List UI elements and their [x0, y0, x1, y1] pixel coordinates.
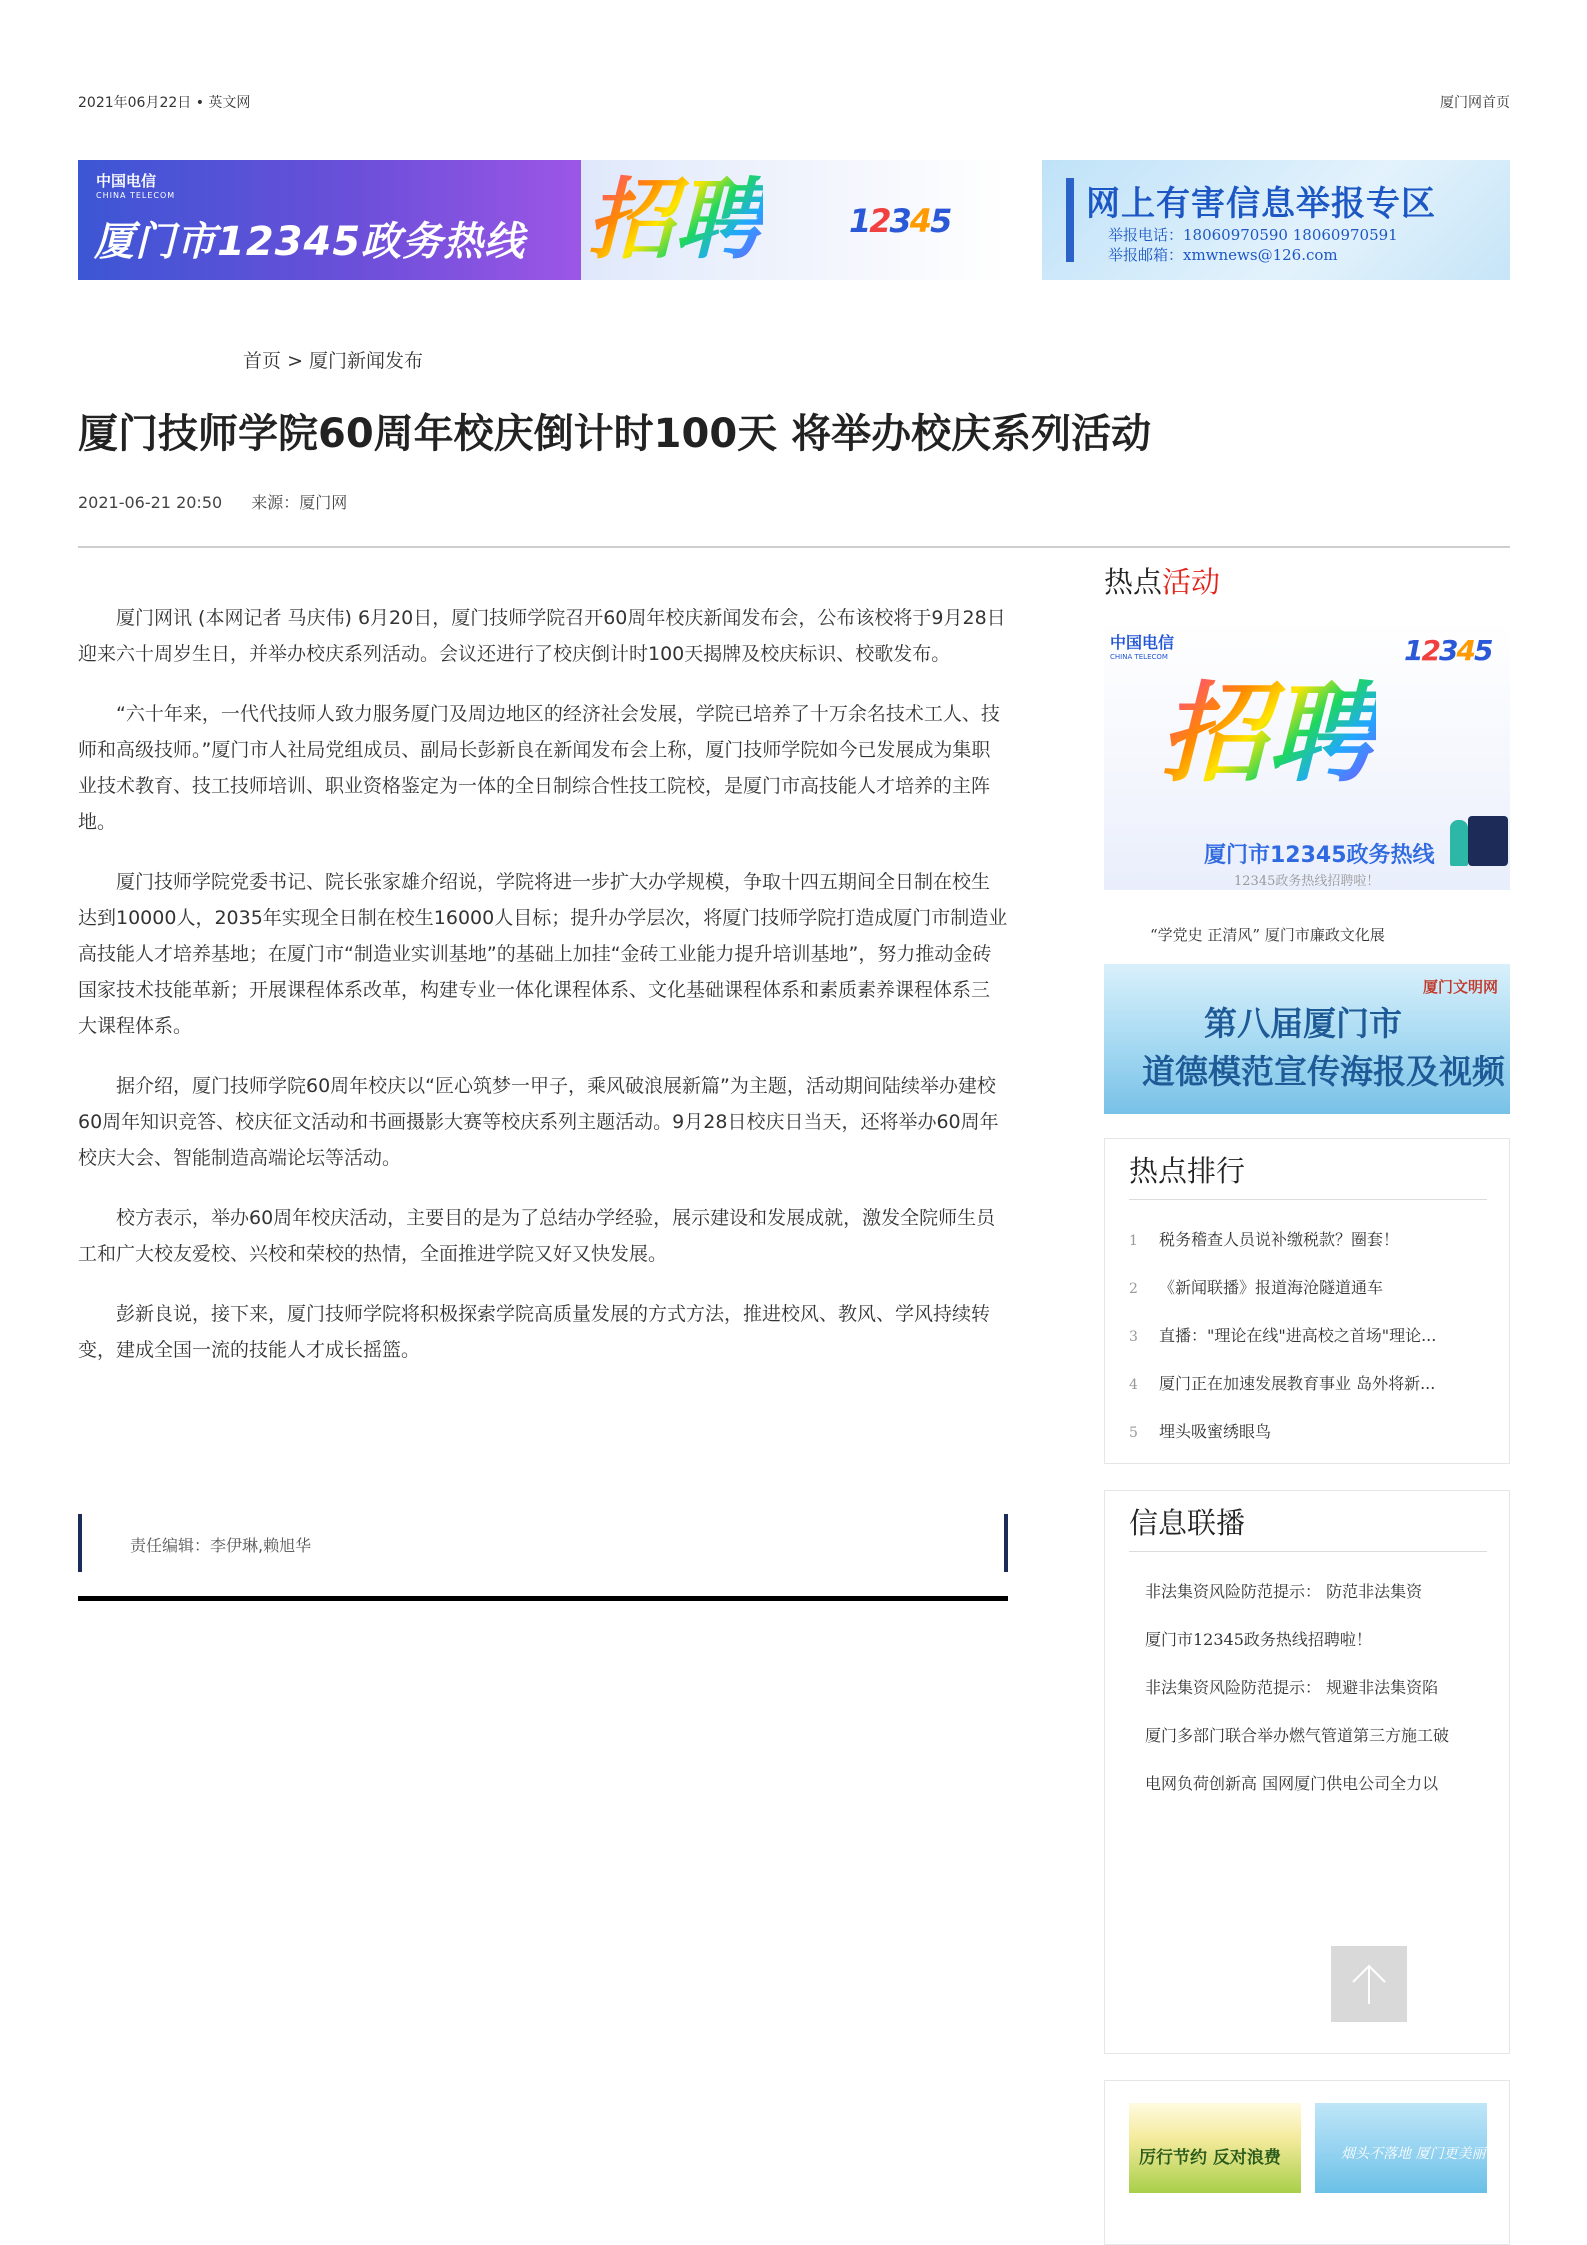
report-email: 举报邮箱：xmwnews@126.com [1108, 246, 1338, 264]
article-body [78, 600, 1008, 1392]
article-paragraph: 校方表示，举办60周年校庆活动，主要目的是为了总结办学经验，展示建设和发展成就，激发全院师生员工和广大校友爱校、兴校和荣校的热情，全面推进学院又好又快发展。 [78, 1207, 996, 1265]
date-and-english-site[interactable]: 2021年06月22日 • 英文网 [78, 95, 251, 111]
responsible-editor: 责任编辑：李伊琳,赖旭华 [130, 1536, 312, 1555]
article-paragraph: “六十年来，一代代技师人致力服务厦门及周边地区的经济社会发展，学院已培养了十万余名技术工人、技师和高级技师。”厦门市人社局党组成员、副局长彭新良在新闻发布会上称，厦门技师学院如今已发展成为集职业技术教育、技工技师培训、职业资格鉴定为一体的全日制综合性技工院校，是厦门市高技能人才培养的主阵地。 [78, 703, 1000, 833]
info-item[interactable]: 非法集资风险防范提示： 防范非法集资 [1145, 1582, 1423, 1601]
wenming-site-label: 厦门文明网 [1422, 978, 1498, 996]
article-paragraph: 厦门技师学院党委书记、院长张家雄介绍说，学院将进一步扩大办学规模，争取十四五期间全日制在校生达到10000人，2035年实现全日制在校生16000人目标；提升办学层次，将厦门技师学院打造成厦门市制造业高技能人才培养基地；在厦门市“制造业实训基地”的基础上加挂“金砖工业能力提升培训基地”，努力推动金砖国家技术技能革新；开展课程体系改革，构建专业一体化课程体系、文化基础课程体系和素质素养课程体系三大课程体系。 [78, 871, 1008, 1037]
screen-illustration-icon [1468, 816, 1508, 866]
breadcrumb-separator: > [287, 350, 303, 372]
recruit-rainbow-text: 招聘 [1160, 670, 1376, 800]
hotline-banner-text: 厦门市12345政务热线 [94, 219, 526, 265]
info-broadcast-title: 信息联播 [1129, 1506, 1246, 1540]
hot-ranking-title: 热点排行 [1129, 1154, 1246, 1188]
breadcrumb [243, 346, 423, 373]
panel-divider [1129, 1199, 1487, 1200]
arrow-up-icon [1349, 1960, 1389, 2008]
article-source: 来源：厦门网 [251, 493, 348, 512]
clean-culture-exhibit-link[interactable]: “学党史 正清风” 厦门市廉政文化展 [1150, 926, 1385, 944]
article-paragraph: 彭新良说，接下来，厦门技师学院将积极探索学院高质量发展的方式方法，推进校风、教风、学风持续转变，建成全国一流的技能人才成长摇篮。 [78, 1303, 991, 1361]
info-item[interactable]: 厦门多部门联合举办燃气管道第三方施工破 [1145, 1726, 1450, 1745]
ranking-item[interactable]: 5 埋头吸蜜绣眼鸟 [1129, 1422, 1272, 1441]
thrift-campaign-thumbnail[interactable]: 厉行节约 反对浪费 [1129, 2103, 1301, 2193]
hot-activity-title: 热点活动 [1104, 565, 1221, 599]
info-item[interactable]: 电网负荷创新高 国网厦门供电公司全力以 [1145, 1774, 1439, 1793]
bottom-ad-panel [1104, 2080, 1510, 2245]
article-meta [78, 490, 371, 513]
ranking-item[interactable]: 2 《新闻联播》报道海沧隧道通车 [1129, 1278, 1384, 1297]
breadcrumb-home[interactable]: 首页 [243, 350, 282, 372]
article-title: 厦门技师学院60周年校庆倒计时100天 将举办校庆系列活动 [78, 411, 1152, 457]
poster-title-line2: 道德模范宣传海报及视频 [1142, 1052, 1505, 1091]
hotline-number-graphic: 12345 [849, 202, 951, 240]
report-banner-title: 网上有害信息举报专区 [1086, 184, 1436, 224]
hotline-recruit-banner-right[interactable] [581, 160, 1008, 280]
breadcrumb-section[interactable]: 厦门新闻发布 [309, 350, 424, 372]
info-item[interactable]: 非法集资风险防范提示： 规避非法集资陷 [1145, 1678, 1439, 1697]
hotline-recruit-banner[interactable] [78, 160, 581, 280]
article-paragraph: 厦门网讯 (本网记者 马庆伟) 6月20日，厦门技师学院召开60周年校庆新闻发布会，公布该校将于9月28日迎来六十周岁生日，并举办校庆系列活动。会议还进行了校庆倒计时100天揭牌及校庆标识、校歌发布。 [78, 607, 1006, 665]
info-item[interactable]: 厦门市12345政务热线招聘啦！ [1145, 1630, 1372, 1649]
recruit-subtitle: 12345政务热线招聘啦！ [1234, 874, 1380, 889]
hot-ranking-panel [1104, 1138, 1510, 1464]
article-datetime: 2021-06-21 20:50 [78, 493, 223, 512]
banner-accent-bar [1066, 178, 1074, 262]
info-broadcast-panel [1104, 1490, 1510, 2054]
ranking-item[interactable]: 1 税务稽查人员说补缴税款？圈套！ [1129, 1230, 1400, 1249]
china-telecom-logo: 中国电信 CHINA TELECOM [1110, 633, 1175, 661]
article-end-divider [78, 1596, 1008, 1601]
person-illustration-icon [1450, 820, 1468, 866]
hotline-text: 厦门市12345政务热线 [1204, 843, 1435, 868]
china-telecom-logo: 中国电信 CHINA TELECOM [96, 172, 176, 200]
title-divider [78, 546, 1510, 548]
ranking-item[interactable]: 3 直播："理论在线"进高校之首场"理论... [1129, 1326, 1437, 1345]
moral-model-poster-ad[interactable] [1104, 964, 1510, 1114]
xmnn-home-link[interactable]: 厦门网首页 [1440, 95, 1510, 111]
back-to-top-button[interactable] [1331, 1946, 1407, 2022]
recruit-ad-sidebar[interactable] [1104, 620, 1510, 890]
no-littering-campaign-thumbnail[interactable]: 烟头不落地 厦门更美丽 [1315, 2103, 1487, 2193]
responsible-editor-box [78, 1514, 1008, 1572]
hotline-number-graphic: 12345 [1404, 634, 1492, 667]
top-bar [78, 92, 1510, 114]
recruit-rainbow-text: 招聘 [587, 160, 763, 280]
ranking-item[interactable]: 4 厦门正在加速发展教育事业 岛外将新... [1129, 1374, 1436, 1393]
poster-title-line1: 第八届厦门市 [1204, 1004, 1402, 1043]
harmful-info-report-banner[interactable] [1042, 160, 1510, 280]
report-phone: 举报电话：18060970590 18060970591 [1108, 226, 1398, 244]
panel-divider [1129, 1551, 1487, 1552]
article-paragraph: 据介绍，厦门技师学院60周年校庆以“匠心筑梦一甲子，乘风破浪展新篇”为主题，活动期间陆续举办建校60周年知识竞答、校庆征文活动和书画摄影大赛等校庆系列主题活动。9月28日校庆日当天，还将举办60周年校庆大会、智能制造高端论坛等活动。 [78, 1075, 999, 1169]
